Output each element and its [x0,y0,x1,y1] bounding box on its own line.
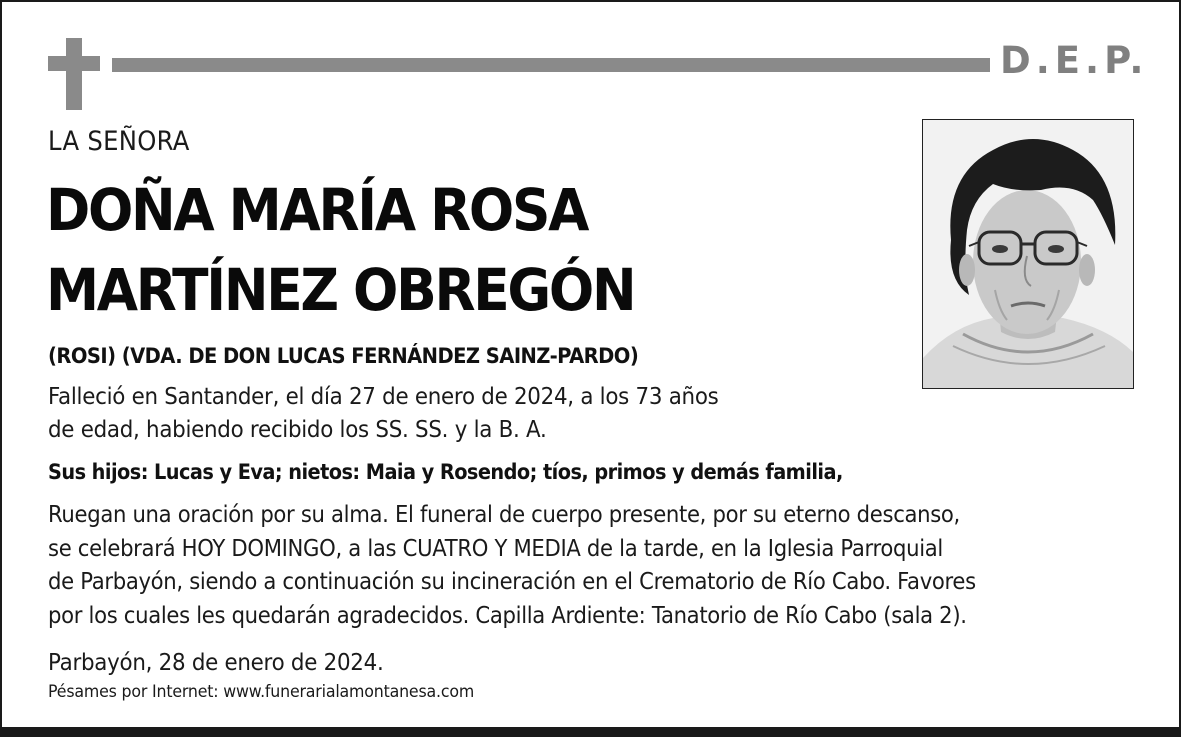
funeral-details [48,499,1106,633]
deceased-name-line-1: DOÑA MARÍA ROSA [46,176,588,244]
death-statement [48,381,811,447]
honorific-title: LA SEÑORA [48,126,190,157]
funeral-details-line: se celebrará HOY DOMINGO, a las CUATRO Y MEDIA de la tarde, en la Iglesia Parroquial [48,535,944,562]
death-statement-line: de edad, habiendo recibido los SS. SS. y la B. A. [48,417,547,443]
family-mourners: Sus hijos: Lucas y Eva; nietos: Maia y Rosendo; tíos, primos y demás familia, [48,460,843,484]
dep-label: D.E.P. [1000,39,1149,82]
funeral-details-line: por los cuales les quedarán agradecidos. Capilla Ardiente: Tanatorio de Río Cabo (sala 2). [48,602,967,629]
funeral-details-line: de Parbayón, siendo a continuación su incineración en el Crematorio de Río Cabo. Favores [48,569,976,595]
latin-cross-icon [48,38,100,110]
nickname-and-widow-note: (ROSI) (VDA. DE DON LUCAS FERNÁNDEZ SAINZ-PARDO) [48,344,639,368]
deceased-name [46,170,837,330]
deceased-portrait [922,119,1134,389]
deceased-name-line-2: MARTÍNEZ OBREGÓN [46,256,635,324]
condolences-website: Pésames por Internet: www.funerarialamontanesa.com [48,682,475,702]
funeral-details-line: Ruegan una oración por su alma. El funeral de cuerpo presente, por su eterno descanso, [48,502,960,528]
header-rule [112,58,990,72]
place-and-date: Parbayón, 28 de enero de 2024. [48,650,384,676]
death-statement-line: Falleció en Santander, el día 27 de enero de 2024, a los 73 años [48,384,719,410]
